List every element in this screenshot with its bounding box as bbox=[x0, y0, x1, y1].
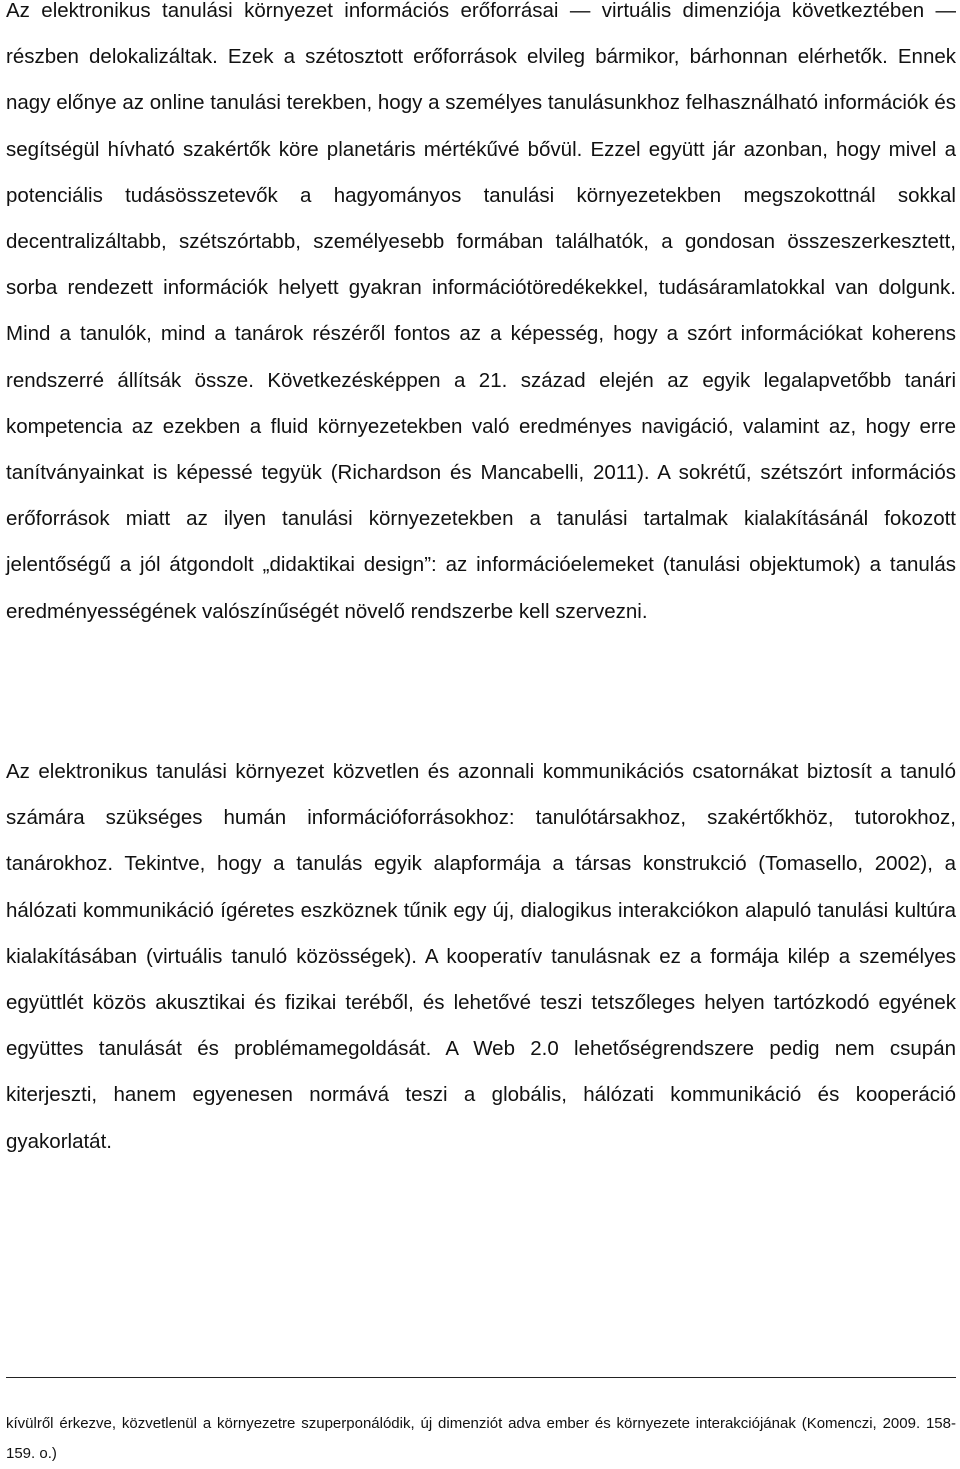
body-paragraph-2: Az elektronikus tanulási környezet közvetlen és azonnali kommunikációs csatornákat biztosít a tanuló számára szükséges humán információforrásokhoz: tanulótársakhoz, szakértőkhöz, tutorokhoz, tanárokhoz. Tekintve, hogy a tanulás egyik alapformája a társas konstrukció (Tomasello, 2002), a hálózati kommunikáció ígéretes eszköznek tűnik egy új, dialogikus interakciókon alapuló tanulási kultúra kialakításában (virtuális tanuló közösségek). A kooperatív tanulásnak ez a formája kilép a személyes együttlét közös akusztikai és fizikai teréből, és lehetővé teszi tetszőleges helyen tartózkodó egyének együttes tanulását és problémamegoldását. A Web 2.0 lehetőségrendszere pedig nem csupán kiterjeszti, hanem egyenesen normává teszi a globális, hálózati kommunikáció és kooperáció gyakorlatát. bbox=[6, 760, 956, 1153]
footnote-text: kívülről érkezve, közvetlenül a környezetre szuperponálódik, új dimenziót adva ember és környezete interakciójának (Komenczi, 2009. 158-159. o.) bbox=[6, 1415, 956, 1462]
footnote-separator bbox=[6, 1377, 956, 1378]
body-paragraph-1: Az elektronikus tanulási környezet információs erőforrásai — virtuális dimenziója következtében — részben delokalizáltak. Ezek a szétosztott erőforrások elvileg bármikor, bárhonnan elérhetők. Ennek nagy előnye az online tanulási terekben, hogy a személyes tanulásunkhoz felhasználható információk és segítségül hívható szakértők köre planetáris mértékűvé bővül. Ezzel együtt jár azonban, hogy mivel a potenciális tudásösszetevők a hagyományos tanulási környezetekben megszokottnál sokkal decentralizáltabb, szétszórtabb, személyesebb formában találhatók, a gondosan összeszerkesztett, sorba rendezett információk helyett gyakran információtöredékekkel, tudásáramlatokkal van dolgunk. Mind a tanulók, mind a tanárok részéről fontos az a képesség, hogy a szórt információkat koherens rendszerré állítsák össze. Következésképpen a 21. század elején az egyik legalapvetőbb tanári kompetencia az ezekben a fluid környezetekben való eredményes navigáció, valamint az, hogy erre tanítványainkat is képessé tegyük (Richardson és Mancabelli, 2011). A sokrétű, szétszórt információs erőforrások miatt az ilyen tanulási környezetekben a tanulási tartalmak kialakításánál fokozott jelentőségű a jól átgondolt „didaktikai design”: az információelemeket (tanulási objektumok) a tanulás eredményességének valószínűségét növelő rendszerbe kell szervezni. bbox=[6, 0, 956, 623]
